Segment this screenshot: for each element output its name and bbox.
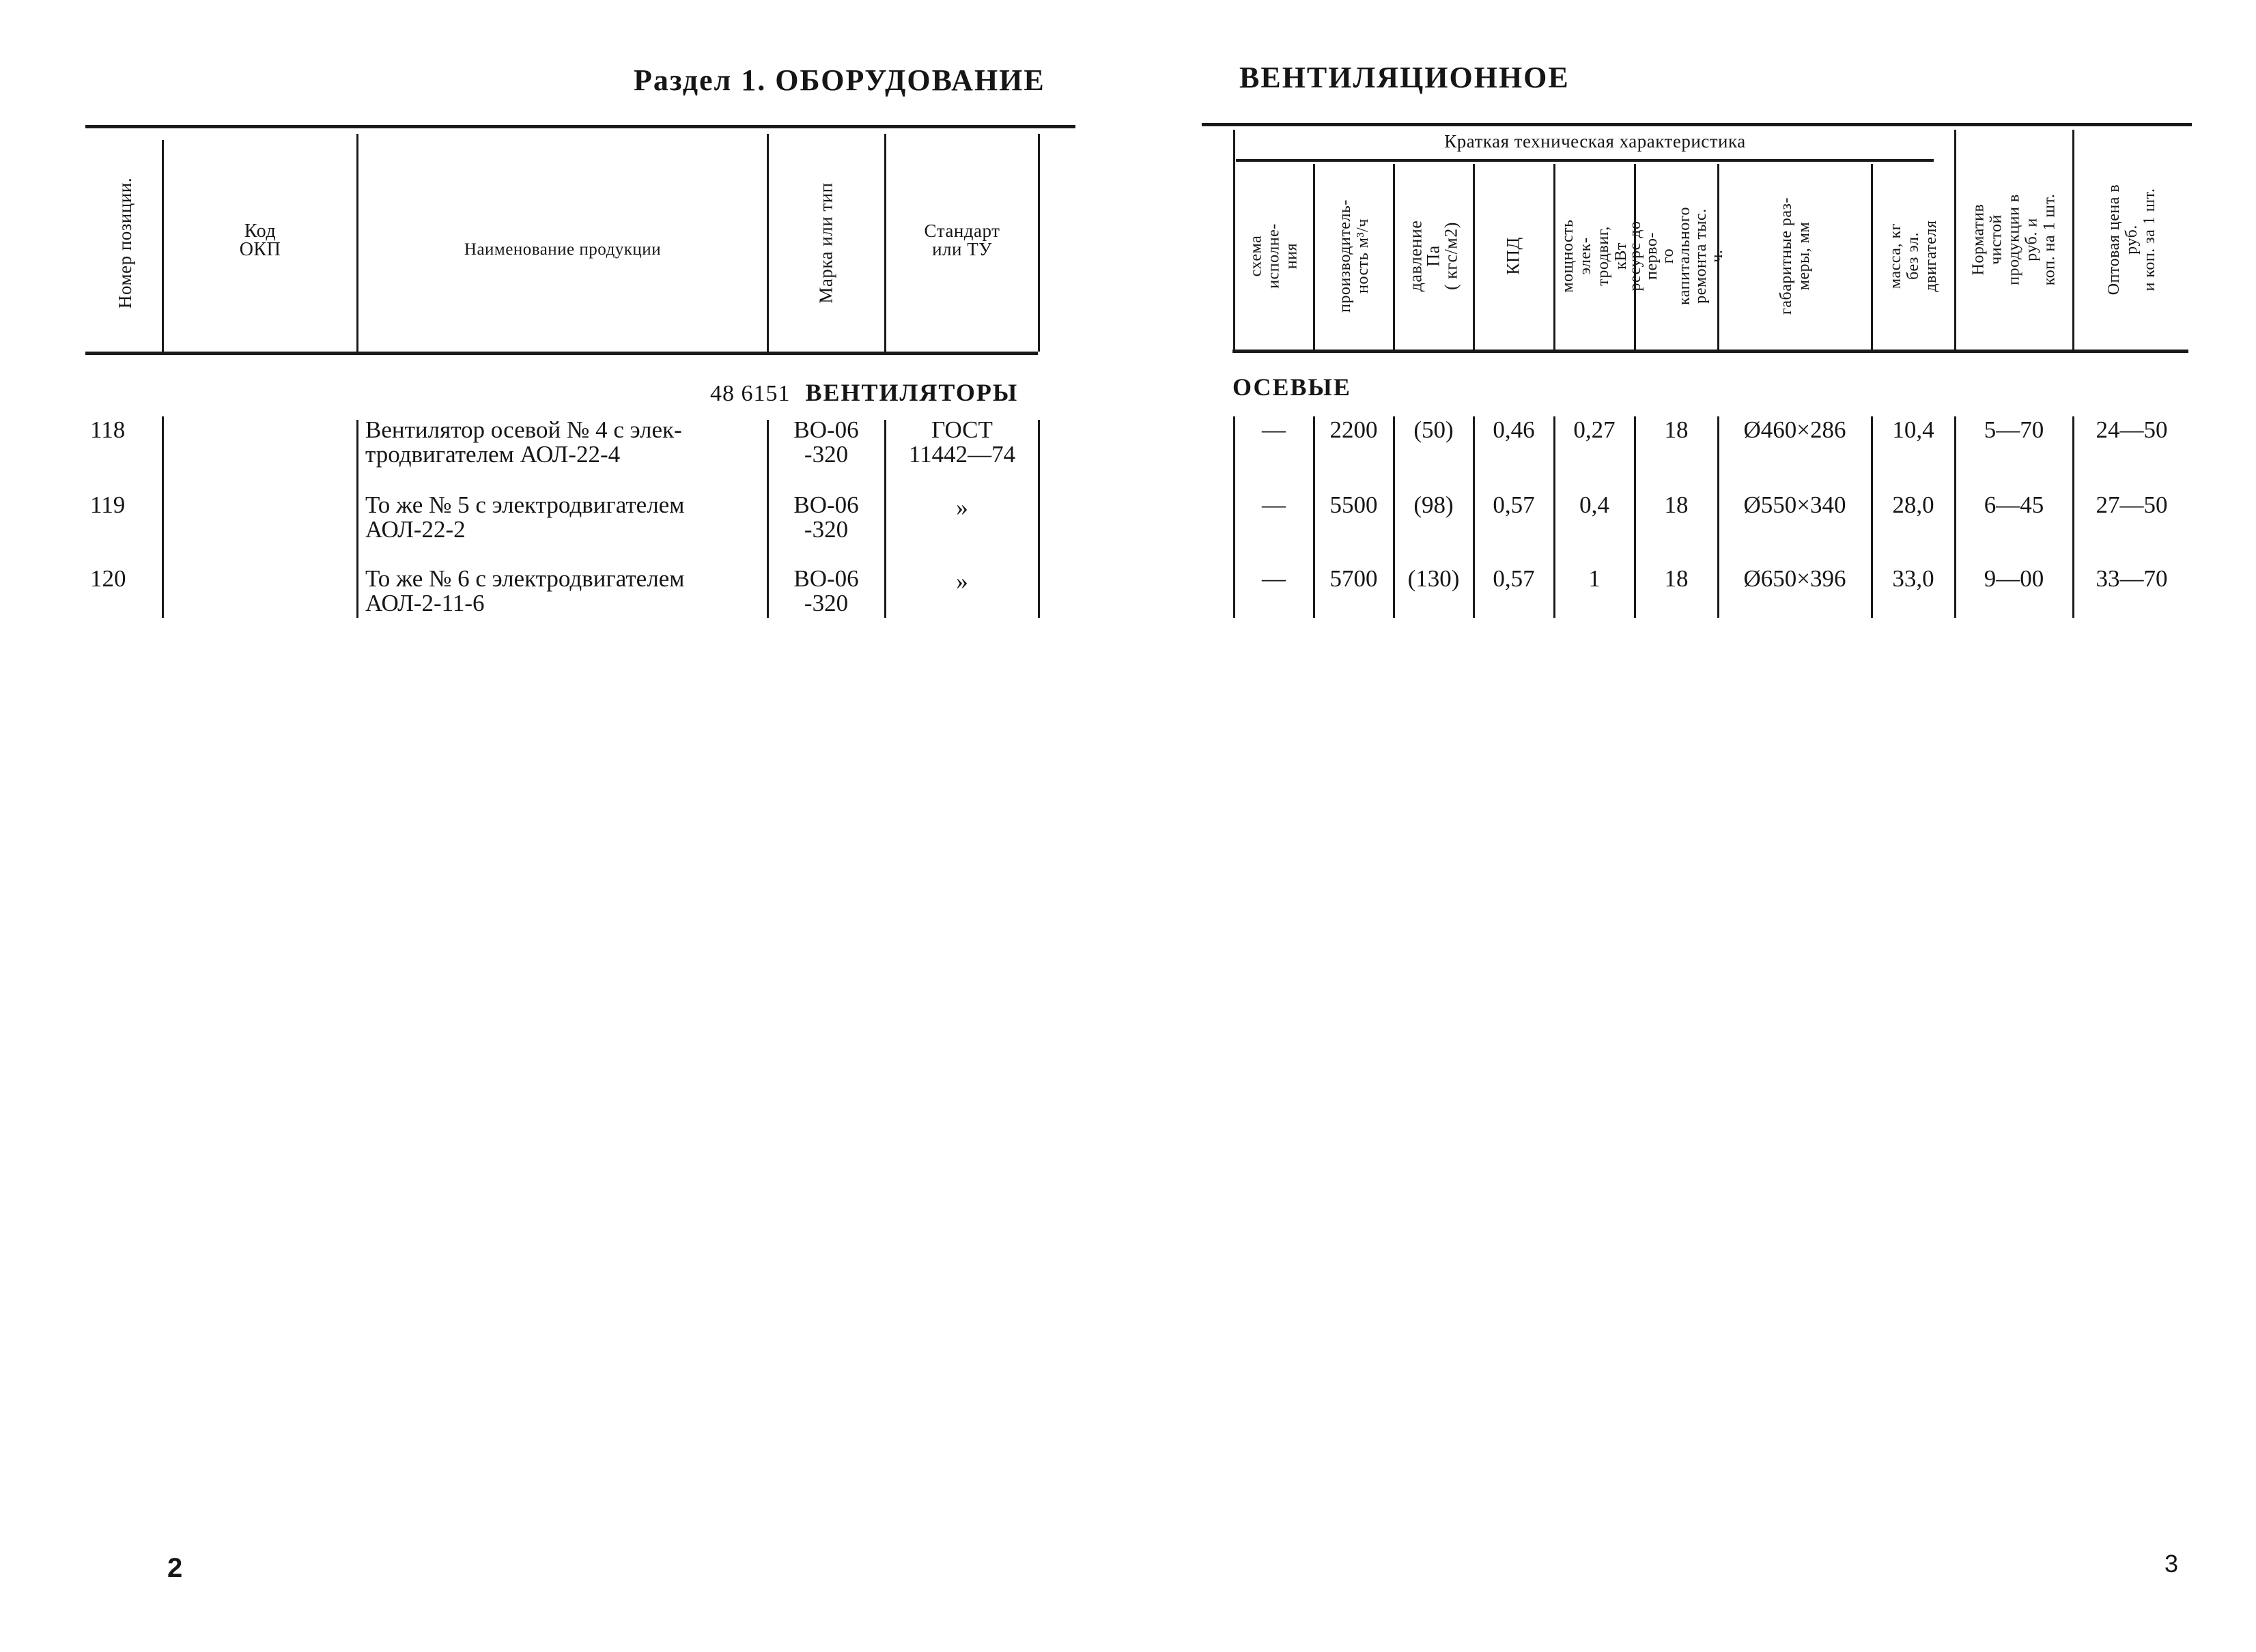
row-capacity: 5700	[1329, 565, 1378, 592]
header-price: Оптовая цена в руб. и коп. за 1 шт.	[2105, 184, 2158, 296]
header-standard: Стандарт или ТУ	[924, 220, 1000, 259]
right-page-number: 3	[2165, 1550, 2179, 1578]
header-efficiency: КПД	[1503, 237, 1523, 275]
header-resource: ресурс до перво- го капитального ремонта тыс. ч.	[1626, 207, 1727, 305]
row-position: 120	[90, 565, 126, 592]
header-brand-type: Марка или тип	[816, 182, 837, 304]
row-brand: ВО-06	[793, 565, 859, 592]
row-brand-cont: -320	[804, 590, 849, 616]
row-pressure: (50)	[1413, 416, 1454, 443]
row-standard: »	[956, 494, 968, 521]
left-table-top-rule	[85, 125, 1075, 128]
row-efficiency: 0,57	[1493, 565, 1535, 592]
row-efficiency: 0,46	[1493, 416, 1535, 443]
row-pressure: (98)	[1413, 492, 1454, 518]
row-price: 33—70	[2096, 565, 2168, 592]
right-page-title: ВЕНТИЛЯЦИОННОЕ	[1239, 61, 1570, 94]
row-product-name: То же № 6 с электродвигателем	[365, 565, 685, 592]
header-dimensions: габаритные раз- меры, мм	[1777, 197, 1813, 315]
row-dimensions: Ø650×396	[1743, 565, 1846, 592]
row-brand-cont: -320	[804, 516, 849, 543]
row-power: 0,27	[1573, 416, 1616, 443]
row-dimensions: Ø460×286	[1743, 416, 1846, 443]
subsection-heading: ОСЕВЫЕ	[1232, 373, 1351, 401]
row-power: 0,4	[1579, 492, 1609, 518]
header-position-number: Номер позиции.	[115, 177, 135, 309]
row-norm: 6—45	[1984, 492, 2044, 518]
row-norm: 5—70	[1984, 416, 2044, 443]
row-price: 27—50	[2096, 492, 2168, 518]
row-product-name-cont: тродвигателем АОЛ-22-4	[365, 441, 621, 468]
row-power: 1	[1588, 565, 1601, 592]
row-efficiency: 0,57	[1493, 492, 1535, 518]
left-body-divider	[162, 416, 164, 618]
product-group-heading	[710, 378, 1018, 407]
row-position: 118	[90, 416, 126, 443]
row-product-name: То же № 5 с электродвигателем	[365, 492, 685, 518]
header-product-name: Наименование продукции	[464, 240, 662, 259]
row-standard-cont: 11442—74	[908, 441, 1016, 468]
header-okp-code: Код ОКП	[239, 220, 281, 260]
row-scheme: —	[1262, 492, 1286, 518]
row-scheme: —	[1262, 416, 1286, 443]
row-resource: 18	[1664, 416, 1689, 443]
left-table-header-bottom-rule	[85, 352, 1038, 355]
left-page-number: 2	[167, 1553, 183, 1583]
left-page-title: Раздел 1. ОБОРУДОВАНИЕ	[634, 63, 1045, 97]
header-norm: Норматив чистой продукции в руб. и коп. на 1 шт.	[1969, 193, 2059, 286]
header-tech-characteristics: Краткая техническая характеристика	[1444, 131, 1746, 152]
group-code: 48 6151	[710, 381, 791, 406]
row-brand: ВО-06	[793, 416, 859, 443]
row-dimensions: Ø550×340	[1743, 492, 1846, 518]
row-product-name-cont: АОЛ-2-11-6	[365, 590, 485, 616]
row-brand-cont: -320	[804, 441, 849, 468]
right-table-top-rule	[1202, 123, 2192, 126]
row-standard: »	[956, 568, 968, 595]
row-resource: 18	[1664, 492, 1689, 518]
left-body-divider	[356, 420, 358, 618]
row-scheme: —	[1262, 565, 1286, 592]
row-pressure: (130)	[1407, 565, 1460, 592]
row-mass: 10,4	[1892, 416, 1934, 443]
row-mass: 33,0	[1892, 565, 1934, 592]
header-pressure: давление Па ( кгс/м2)	[1405, 220, 1461, 292]
row-capacity: 5500	[1329, 492, 1378, 518]
group-name: ВЕНТИЛЯТОРЫ	[805, 379, 1019, 406]
row-standard: ГОСТ	[931, 416, 993, 443]
row-mass: 28,0	[1892, 492, 1934, 518]
left-header-divider	[1038, 134, 1040, 352]
group-header-underline	[1236, 159, 1934, 162]
row-brand: ВО-06	[793, 492, 859, 518]
row-price: 24—50	[2096, 416, 2168, 443]
left-body-divider	[1038, 420, 1040, 618]
row-product-name-cont: АОЛ-22-2	[365, 516, 466, 543]
row-position: 119	[90, 492, 126, 518]
row-product-name: Вентилятор осевой № 4 с элек-	[365, 416, 682, 443]
header-power: мощность элек- тродвиг, кВт	[1559, 219, 1630, 293]
right-table-header-bottom-rule	[1232, 350, 2188, 353]
row-capacity: 2200	[1329, 416, 1378, 443]
header-capacity: производитель- ность м³/ч	[1336, 199, 1372, 313]
row-norm: 9—00	[1984, 565, 2044, 592]
row-resource: 18	[1664, 565, 1689, 592]
header-scheme: схема исполне- ния	[1247, 223, 1301, 289]
header-mass: масса, кг без эл. двигателя	[1887, 220, 1940, 292]
